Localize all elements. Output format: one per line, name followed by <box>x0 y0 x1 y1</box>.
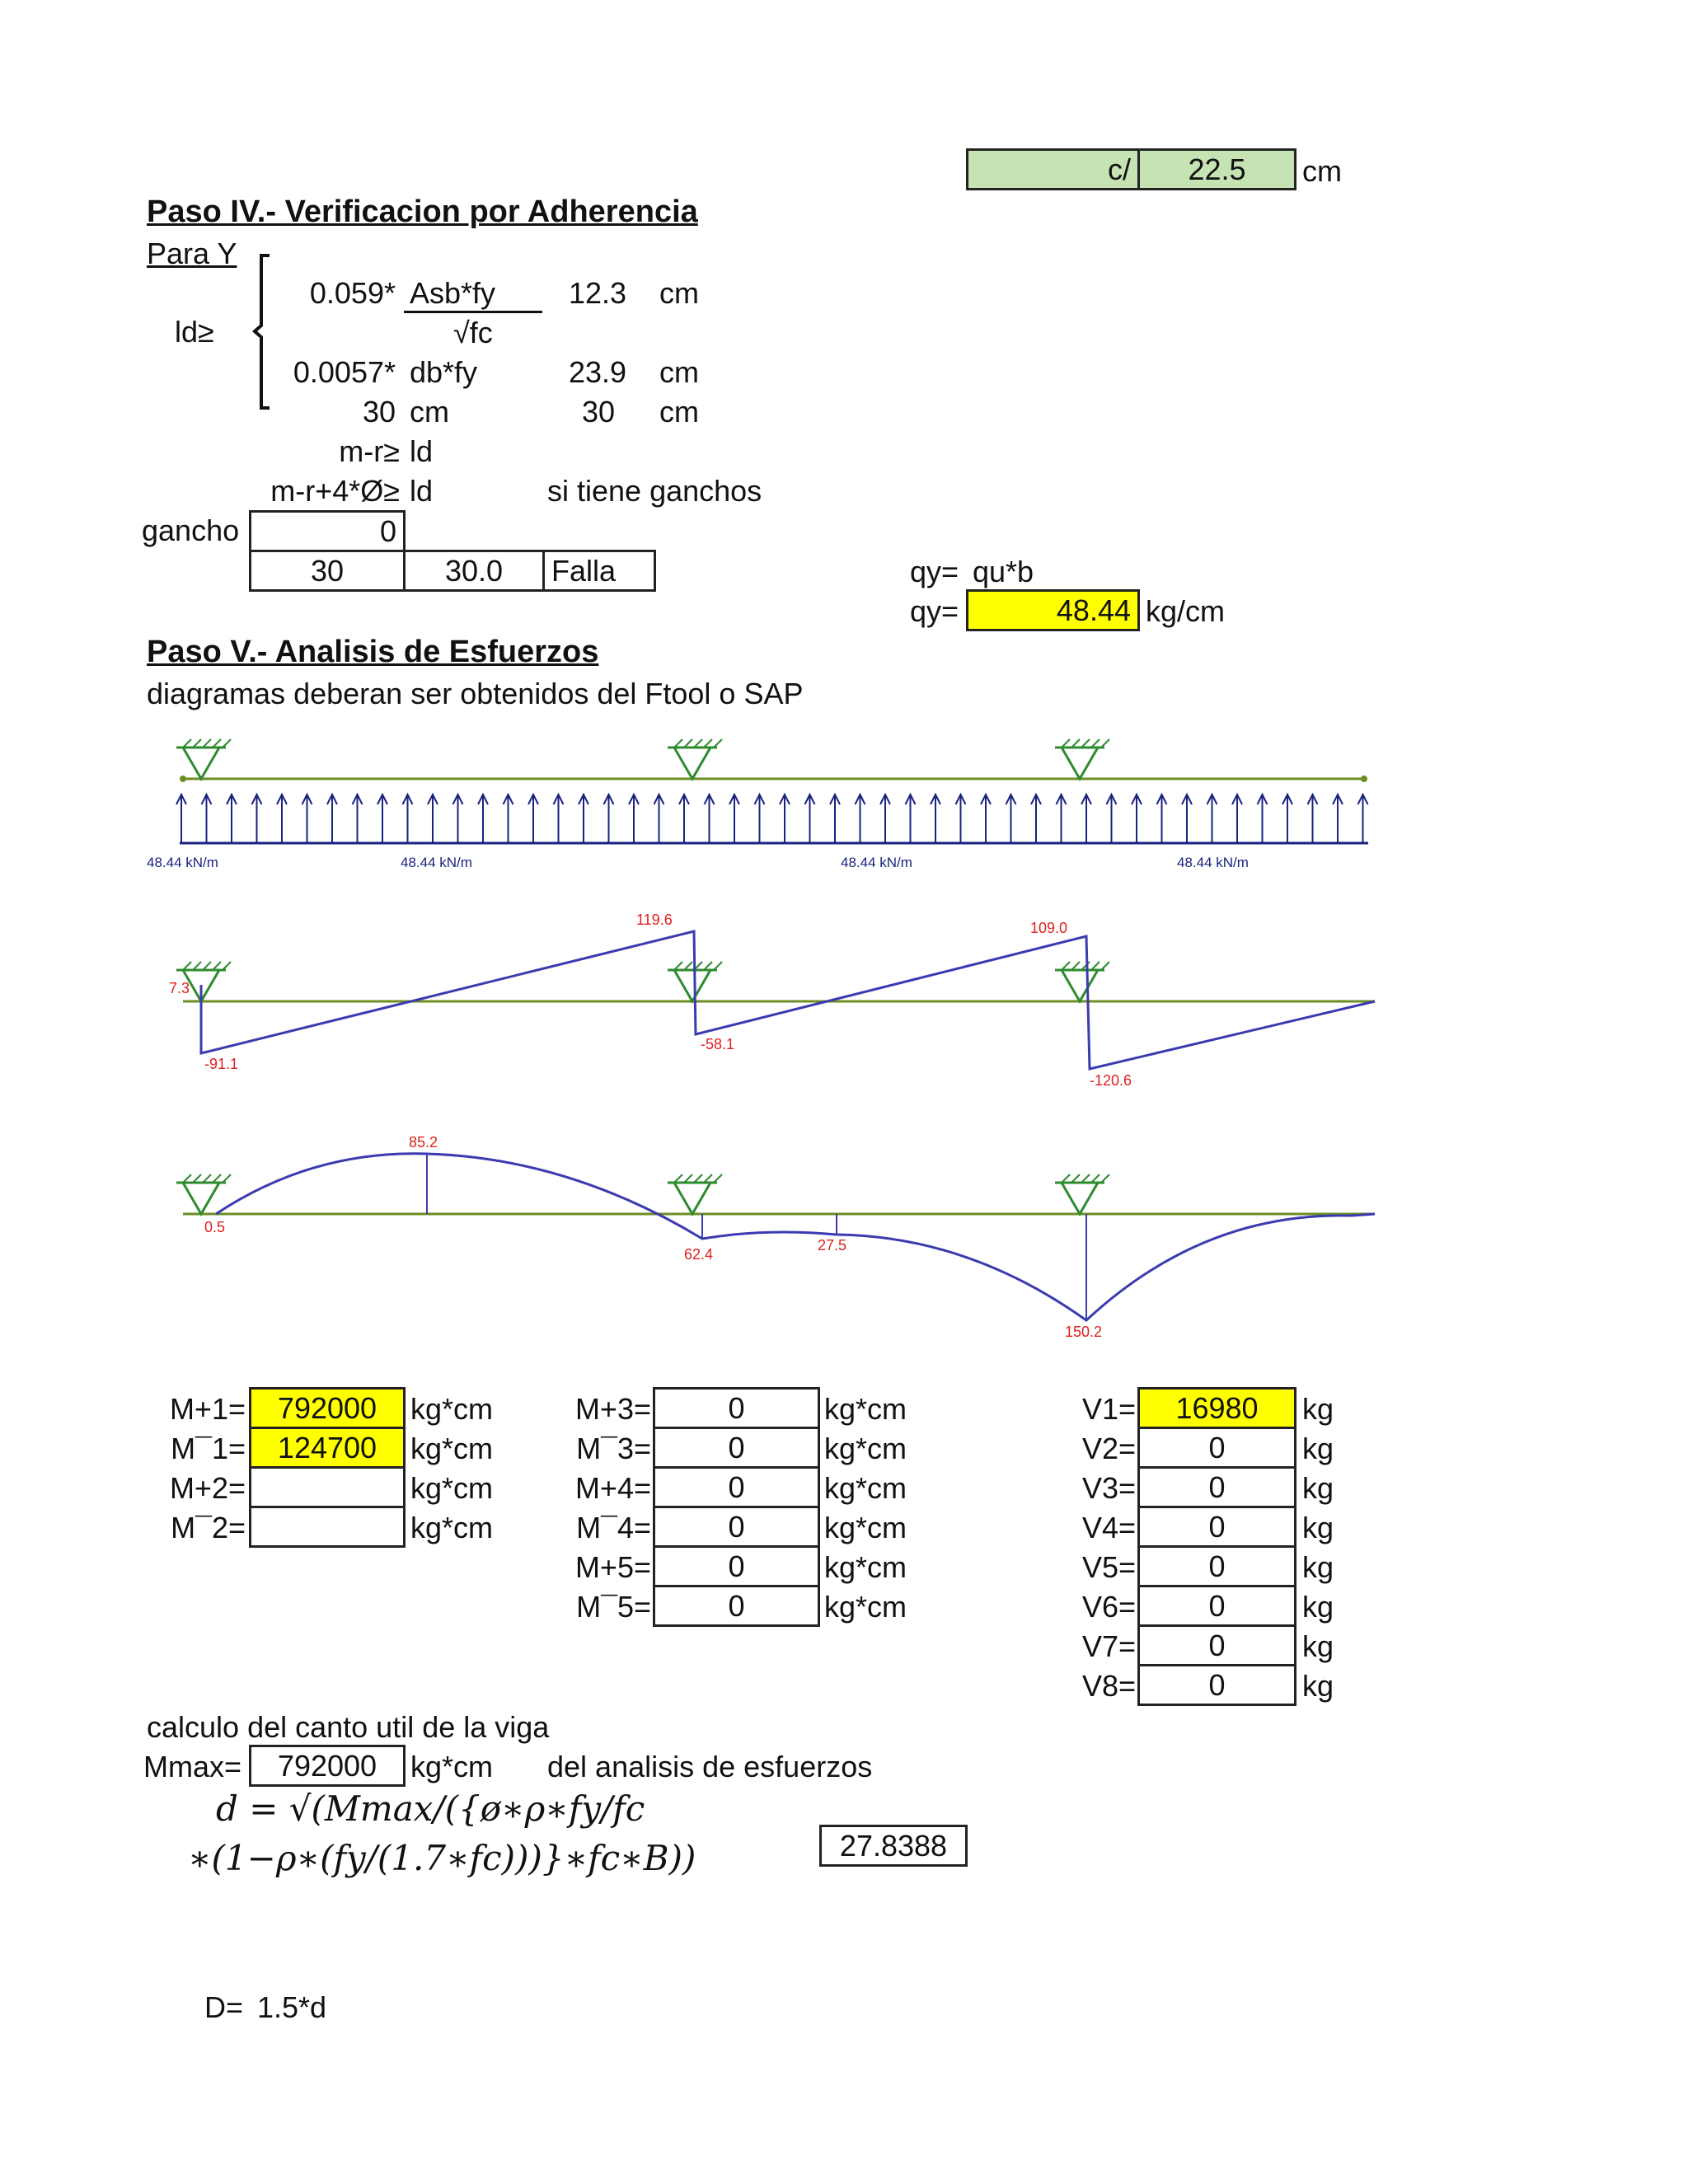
moment-cell[interactable] <box>653 1387 820 1429</box>
support-icon <box>183 748 219 779</box>
mmax-unit: kg*cm <box>410 1750 494 1783</box>
min-unit2: cm <box>659 395 699 429</box>
cond2-ld: ld <box>410 474 434 508</box>
hooks-note: si tiene ganchos <box>547 474 762 508</box>
shear-label: -91.1 <box>204 1056 239 1072</box>
moment-label: M¯2= <box>171 1511 246 1544</box>
shear-unit: kg <box>1302 1550 1334 1584</box>
c-value: 22.5 <box>1188 152 1246 186</box>
shear-value: 0 <box>1208 1667 1226 1702</box>
shear-unit: kg <box>1302 1392 1334 1426</box>
d-value-cell[interactable] <box>819 1825 968 1867</box>
moment-value: 0 <box>728 1549 745 1583</box>
gancho-value: 0 <box>379 513 396 548</box>
qy-value: 48.44 <box>1056 593 1131 627</box>
shear-value: 0 <box>1208 1469 1226 1504</box>
shear-value: 0 <box>1208 1588 1226 1623</box>
shear-label: V5= <box>1081 1550 1136 1584</box>
shear-label: 119.6 <box>636 912 673 928</box>
shear-label: 109.0 <box>1030 920 1068 936</box>
shear-value: 16980 <box>1175 1390 1259 1425</box>
shear-cell[interactable] <box>1137 1427 1296 1469</box>
load-label: 48.44 kN/m <box>1177 855 1249 870</box>
brace <box>251 251 284 412</box>
qy-value-cell[interactable] <box>966 589 1140 631</box>
mmax-value: 792000 <box>277 1748 377 1783</box>
shear-label: V4= <box>1081 1511 1136 1544</box>
support-icon <box>674 970 710 1001</box>
support-hatch <box>714 962 722 970</box>
result-a-cell[interactable] <box>249 550 406 592</box>
formula-line-1: d = √(Mmax/({ø∗ρ∗fy/fc <box>216 1788 645 1829</box>
support-icon <box>1062 1183 1098 1214</box>
result-a: 30 <box>310 553 345 588</box>
expr2: db*fy <box>410 355 478 389</box>
coef1: 0.059* <box>309 276 396 310</box>
result-c-cell[interactable] <box>542 550 656 592</box>
shear-label: V2= <box>1081 1432 1136 1465</box>
c-label-cell[interactable] <box>966 148 1140 190</box>
moment-cell[interactable] <box>249 1466 406 1508</box>
moment-label: 27.5 <box>818 1237 847 1254</box>
shear-cell[interactable] <box>1137 1664 1296 1706</box>
support-icon <box>674 1183 710 1214</box>
moment-label: 150.2 <box>1065 1324 1103 1340</box>
moment-cell[interactable] <box>653 1585 820 1627</box>
moment-label: M¯3= <box>576 1432 651 1465</box>
step5-title: Paso V.- Analisis de Esfuerzos <box>147 635 599 669</box>
support-hatch <box>1101 739 1109 748</box>
step4-title: Paso IV.- Verificacion por Adherencia <box>147 194 698 229</box>
shear-label: 7.3 <box>169 980 190 996</box>
beam-end <box>1361 776 1367 782</box>
load-label: 48.44 kN/m <box>147 855 218 870</box>
moment-unit: kg*cm <box>824 1590 907 1624</box>
support-icon <box>1062 970 1098 1001</box>
formula-line-2: ∗(1−ρ∗(fy/(1.7∗fc)))}∗fc∗B)) <box>188 1838 696 1878</box>
shear-unit: kg <box>1302 1471 1334 1505</box>
shear-unit: kg <box>1302 1432 1334 1465</box>
c-label: c/ <box>1107 152 1131 186</box>
c-value-cell[interactable] <box>1137 148 1296 190</box>
moment-label: M+1= <box>169 1392 246 1426</box>
moment-label: M+3= <box>574 1392 651 1426</box>
support-icon <box>1062 748 1098 779</box>
shear-label: V3= <box>1081 1471 1136 1505</box>
moment-unit: kg*cm <box>824 1471 907 1505</box>
support-icon <box>674 748 710 779</box>
shear-label: V8= <box>1081 1669 1136 1703</box>
min-value: 30 <box>362 395 396 429</box>
denominator1: √fc <box>453 316 493 349</box>
D-label: D= <box>204 1990 244 2024</box>
support-hatch <box>1101 962 1109 970</box>
moment-value: 0 <box>728 1430 745 1465</box>
d-value: 27.8388 <box>839 1828 948 1863</box>
ld-label: ld≥ <box>175 315 214 349</box>
value2: 23.9 <box>569 355 627 389</box>
shear-cell[interactable] <box>1137 1545 1296 1587</box>
cond1: m-r≥ <box>339 434 400 468</box>
moment-unit: kg*cm <box>410 1392 494 1426</box>
support-hatch <box>714 739 722 748</box>
shear-cell[interactable] <box>1137 1387 1296 1429</box>
shear-unit: kg <box>1302 1511 1334 1544</box>
moment-unit: kg*cm <box>410 1511 494 1544</box>
shear-value: 0 <box>1208 1549 1226 1583</box>
moment-unit: kg*cm <box>824 1392 907 1426</box>
shear-value: 0 <box>1208 1430 1226 1465</box>
moment-value: 124700 <box>277 1430 377 1465</box>
cond2: m-r+4*Ø≥ <box>270 474 400 508</box>
moment-cell[interactable] <box>249 1387 406 1429</box>
unit1: cm <box>659 276 699 310</box>
step5-subtitle: diagramas deberan ser obtenidos del Ftool o SAP <box>147 677 804 710</box>
moment-unit: kg*cm <box>824 1550 907 1584</box>
support-hatch <box>223 962 231 970</box>
c-unit: cm <box>1302 154 1342 188</box>
shear-unit: kg <box>1302 1590 1334 1624</box>
gancho-cell[interactable] <box>249 510 406 552</box>
moment-cell[interactable] <box>653 1545 820 1587</box>
moment-value: 0 <box>728 1390 745 1425</box>
moment-label: M+5= <box>574 1550 651 1584</box>
shear-cell[interactable] <box>1137 1506 1296 1548</box>
min-unit: cm <box>410 395 449 429</box>
load-label: 48.44 kN/m <box>401 855 472 870</box>
moment-label: M+2= <box>169 1471 246 1505</box>
cond1-ld: ld <box>410 434 434 468</box>
mmax-label: Mmax= <box>143 1750 242 1783</box>
mmax-note: del analisis de esfuerzos <box>547 1750 873 1783</box>
support-hatch <box>714 1174 722 1183</box>
shear-cell[interactable] <box>1137 1466 1296 1508</box>
qy-label-1: qy= <box>910 555 959 588</box>
moment-value: 0 <box>728 1509 745 1544</box>
moment-label: M¯4= <box>576 1511 651 1544</box>
moment-cell[interactable] <box>249 1506 406 1548</box>
gancho-label: gancho <box>142 513 240 547</box>
moment-unit: kg*cm <box>410 1471 494 1505</box>
moment-unit: kg*cm <box>824 1432 907 1465</box>
moment-value: 792000 <box>277 1390 377 1425</box>
moment-cell[interactable] <box>653 1427 820 1469</box>
load-label: 48.44 kN/m <box>841 855 912 870</box>
moment-cell[interactable] <box>653 1506 820 1548</box>
moment-unit: kg*cm <box>824 1511 907 1544</box>
shear-value: 0 <box>1208 1509 1226 1544</box>
D-formula: 1.5*d <box>257 1990 327 2024</box>
support-icon <box>183 1183 219 1214</box>
shear-unit: kg <box>1302 1669 1334 1703</box>
moment-diagram <box>216 1154 1375 1320</box>
min-value2: 30 <box>582 395 616 429</box>
shear-label: V7= <box>1081 1629 1136 1663</box>
fraction-bar <box>404 311 542 313</box>
moment-cell[interactable] <box>653 1466 820 1508</box>
unit2: cm <box>659 355 699 389</box>
value1: 12.3 <box>569 276 627 310</box>
moment-cell[interactable] <box>249 1427 406 1469</box>
qy-formula: qu*b <box>973 555 1034 588</box>
result-b: 30.0 <box>444 553 504 588</box>
coef2: 0.0057* <box>293 355 396 389</box>
shear-value: 0 <box>1208 1628 1226 1662</box>
shear-label: -120.6 <box>1090 1072 1132 1089</box>
shear-label: -58.1 <box>701 1036 735 1052</box>
support-hatch <box>223 739 231 748</box>
moment-label: M¯5= <box>576 1590 651 1624</box>
moment-label: M¯1= <box>171 1432 246 1465</box>
result-c: Falla <box>551 553 617 588</box>
support-hatch <box>223 1174 231 1183</box>
moment-label: 85.2 <box>409 1134 438 1151</box>
moment-unit: kg*cm <box>410 1432 494 1465</box>
analysis-diagrams <box>0 709 1688 1352</box>
depth-title: calculo del canto util de la viga <box>147 1710 550 1744</box>
support-hatch <box>1101 1174 1109 1183</box>
moment-value: 0 <box>728 1588 745 1623</box>
shear-cell[interactable] <box>1137 1624 1296 1666</box>
shear-unit: kg <box>1302 1629 1334 1663</box>
para-y-label: Para Y <box>147 237 237 270</box>
mmax-cell[interactable] <box>249 1745 406 1787</box>
qy-label-2: qy= <box>910 594 959 628</box>
shear-cell[interactable] <box>1137 1585 1296 1627</box>
moment-label: 62.4 <box>684 1246 714 1263</box>
result-b-cell[interactable] <box>403 550 545 592</box>
numerator1: Asb*fy <box>410 276 496 310</box>
shear-label: V1= <box>1081 1392 1136 1426</box>
moment-label: M+4= <box>574 1471 651 1505</box>
shear-label: V6= <box>1081 1590 1136 1624</box>
moment-value: 0 <box>728 1469 745 1504</box>
beam-end <box>180 776 186 782</box>
moment-label: 0.5 <box>204 1219 226 1235</box>
qy-unit: kg/cm <box>1146 594 1226 628</box>
